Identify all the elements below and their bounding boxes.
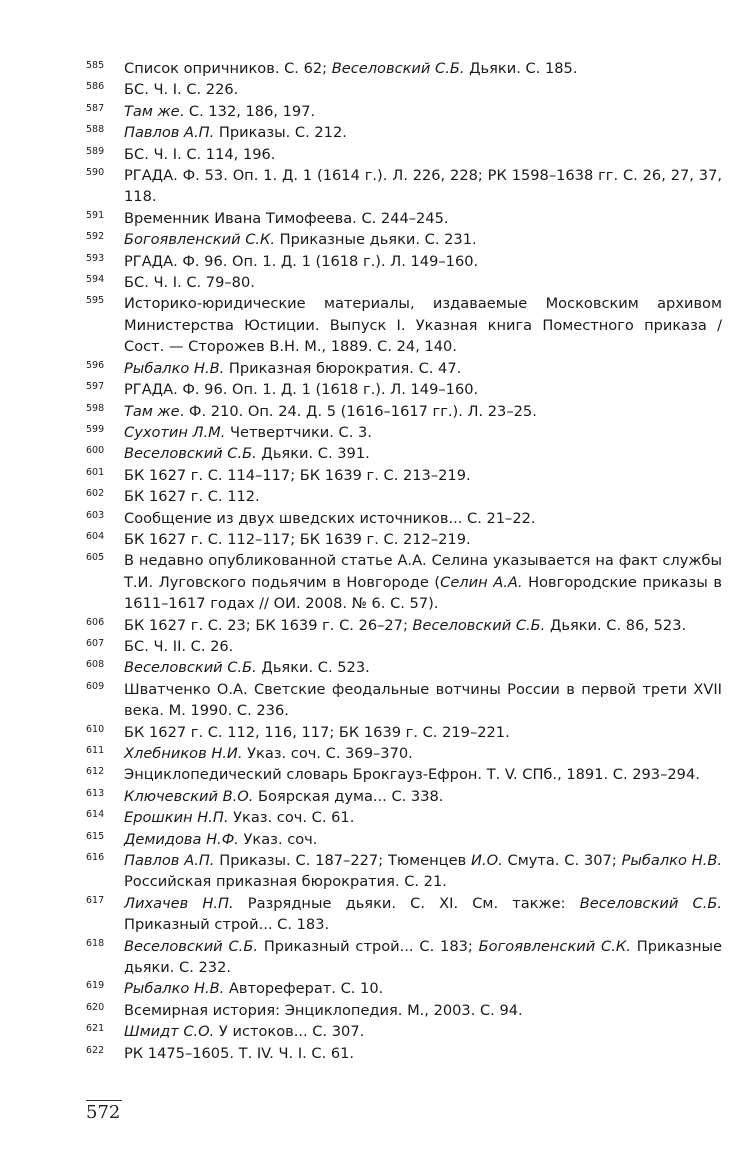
footnote-text-segment: РГАДА. Ф. 53. Оп. 1. Д. 1 (1614 г.). Л. 226, 228; РК 1598–1638 гг. С. 26, 27, 37, 118.	[124, 167, 722, 206]
footnote	[86, 615, 722, 636]
footnote	[86, 486, 722, 507]
footnote-number: 610	[86, 723, 105, 735]
footnote-text	[124, 293, 722, 357]
footnote-text-segment: Боярская дума... С. 338.	[253, 787, 444, 805]
footnote-text	[124, 144, 722, 165]
footnote-text	[124, 764, 722, 785]
footnote	[86, 58, 722, 79]
footnote	[86, 508, 722, 529]
footnote-text-segment: Автореферат. С. 10.	[224, 980, 384, 998]
footnote-text-italic: Веселовский С.Б.	[124, 659, 257, 677]
footnote-text	[124, 401, 722, 422]
footnote-text-segment: В недавно опубликованной статье А.А. Селина указывается на факт службы Т.И. Луговского подьячим в Новгороде (	[124, 552, 722, 591]
footnote-number: 599	[86, 423, 105, 435]
footnote	[86, 893, 722, 936]
footnote	[86, 422, 722, 443]
footnote-text	[124, 379, 722, 400]
footnote	[86, 829, 722, 850]
footnote-number: 618	[86, 937, 105, 949]
footnote-text	[124, 657, 722, 678]
footnote-text-italic: Рыбалко Н.В.	[124, 980, 225, 998]
footnote	[86, 379, 722, 400]
footnote-text-segment: Приказные дьяки. С. 231.	[275, 231, 477, 249]
footnote-text	[124, 743, 722, 764]
footnote	[86, 679, 722, 722]
footnote-text-segment: Дьяки. С. 391.	[256, 445, 370, 463]
footnote-text-italic: Веселовский С.Б.	[124, 937, 258, 955]
footnote-number: 594	[86, 274, 105, 286]
footnote-text-segment: . Ф. 210. Оп. 24. Д. 5 (1616–1617 гг.). Л. 23–25.	[179, 402, 537, 420]
footnote-text-segment: Смута. С. 307;	[502, 852, 622, 870]
footnote	[86, 229, 722, 250]
footnote	[86, 1021, 722, 1042]
footnote-text-segment: РГАДА. Ф. 96. Оп. 1. Д. 1 (1618 г.). Л. 149–160.	[124, 252, 479, 270]
footnote-text-segment: Историко-юридические материалы, издаваемые Московским архивом Министерства Юстиции. Выпуск I. Указная книга Поместного приказа / Сост. — Сторожев В.Н. М., 1889. С. 24, 140.	[124, 295, 722, 356]
footnote-number: 601	[86, 466, 105, 478]
footnote-number: 615	[86, 830, 105, 842]
footnote-number: 600	[86, 445, 105, 457]
footnote-text-italic: Сухотин Л.М.	[124, 423, 226, 441]
footnote-text	[124, 229, 722, 250]
footnote-text-segment: БК 1627 г. С. 112.	[124, 488, 260, 506]
footnote	[86, 101, 722, 122]
footnote	[86, 529, 722, 550]
footnote-text-italic: Павлов А.П.	[124, 852, 215, 870]
footnote-text	[124, 422, 722, 443]
footnote-text-segment: БК 1627 г. С. 112, 116, 117; БК 1639 г. С. 219–221.	[124, 723, 510, 741]
footnote	[86, 1000, 722, 1021]
footnote-number: 621	[86, 1023, 105, 1035]
footnote-text-segment: Дьяки. С. 86, 523.	[545, 616, 687, 634]
footnote-text-segment: РК 1475–1605. Т. IV. Ч. I. С. 61.	[124, 1044, 355, 1062]
footnote-text-italic: Веселовский С.Б.	[579, 894, 722, 912]
footnote-text-italic: Шмидт С.О.	[124, 1023, 215, 1041]
footnote-text	[124, 636, 722, 657]
footnote-text	[124, 251, 722, 272]
footnote-text-segment: Новгородские приказы в 1611–1617 годах // ОИ. 2008. № 6. С. 57).	[124, 573, 723, 613]
footnote-text-italic: Демидова Н.Ф.	[124, 830, 239, 848]
footnote-text-segment: БК 1627 г. С. 114–117; БК 1639 г. С. 213–219.	[124, 466, 471, 484]
footnote-text	[124, 550, 722, 614]
footnote-number: 589	[86, 145, 105, 157]
footnote-text	[124, 272, 722, 293]
footnote-number: 605	[86, 552, 105, 564]
footnote-number: 616	[86, 852, 105, 864]
footnote-text	[124, 58, 722, 79]
footnote-number: 609	[86, 680, 105, 692]
footnote-number: 611	[86, 745, 105, 756]
footnote-text-segment: Приказная бюрократия. С. 47.	[224, 359, 462, 377]
footnote-number: 606	[86, 616, 105, 628]
footnote	[86, 358, 722, 379]
footnote-text	[124, 786, 722, 807]
footnote-text-segment: БС. Ч. I. С. 114, 196.	[124, 145, 276, 163]
footnote-text-segment: . С. 132, 186, 197.	[179, 102, 316, 120]
footnote-text-segment: БС. Ч. I. С. 79–80.	[124, 274, 255, 292]
footnote-text	[124, 829, 722, 850]
footnote-text	[124, 1043, 722, 1064]
footnote-text	[124, 101, 722, 122]
footnote-text	[124, 465, 722, 486]
footnote-number: 619	[86, 980, 105, 992]
footnote-text-segment: Указ. соч. С. 61.	[228, 809, 355, 827]
footnote-number: 586	[86, 81, 105, 93]
footnote-text-segment: Российская приказная бюрократия. С. 21.	[124, 873, 447, 891]
footnote-text-segment: РГАДА. Ф. 96. Оп. 1. Д. 1 (1618 г.). Л. 149–160.	[124, 381, 479, 399]
footnote-text-italic: Селин А.А.	[440, 573, 523, 591]
footnote	[86, 251, 722, 272]
footnote-text-segment: У истоков... С. 307.	[214, 1023, 365, 1041]
footnote-text-segment: Временник Ивана Тимофеева. С. 244–245.	[124, 209, 449, 227]
footnote-text	[124, 936, 722, 979]
footnote-text-segment: БС. Ч. II. С. 26.	[124, 637, 234, 655]
footnote-text-italic: Богоявленский С.К.	[478, 937, 631, 955]
footnote	[86, 743, 722, 764]
footnote-number: 607	[86, 637, 105, 649]
footnote	[86, 272, 722, 293]
footnote	[86, 122, 722, 143]
footnote	[86, 208, 722, 229]
footnote-text-segment: БС. Ч. I. С. 226.	[124, 81, 239, 99]
footnote-number: 617	[86, 894, 105, 906]
footnote	[86, 165, 722, 208]
footnote-number: 604	[86, 530, 105, 542]
footnote	[86, 550, 722, 614]
footnote-text-segment: Дьяки. С. 523.	[256, 659, 370, 677]
footnote	[86, 936, 722, 979]
footnote	[86, 636, 722, 657]
footnote-number: 614	[86, 809, 105, 821]
footnote-text-segment: Приказы. С. 212.	[214, 124, 347, 142]
footnote-number: 620	[86, 1001, 105, 1013]
footnote	[86, 978, 722, 999]
footnote-text-segment: Приказы. С. 187–227; Тюменцев	[214, 852, 472, 870]
footnote-text-italic: Там же	[124, 402, 180, 420]
footnote-number: 590	[86, 167, 105, 179]
footnote-text	[124, 508, 722, 529]
page-number: 572	[86, 1102, 121, 1123]
footnote-number: 585	[86, 60, 105, 71]
footnote-text-segment: БК 1627 г. С. 23; БК 1639 г. С. 26–27;	[124, 616, 413, 634]
footnote-text-segment: Приказный строй... С. 183;	[257, 937, 479, 955]
footnote	[86, 722, 722, 743]
footnote-text-italic: Лихачев Н.П.	[124, 894, 234, 912]
footnote-text-segment: Разрядные дьяки. С. XI. См. также:	[233, 894, 580, 912]
footnote-text	[124, 850, 722, 893]
footnote	[86, 1043, 722, 1064]
footnote-text-segment: Указ. соч.	[238, 830, 318, 848]
footnote-text-segment: Энциклопедический словарь Брокгауз-Ефрон. Т. V. СПб., 1891. С. 293–294.	[124, 766, 700, 784]
footnote-number: 593	[86, 252, 105, 264]
footnote-text-italic: Там же	[124, 102, 180, 120]
footnote-text-italic: Павлов А.П.	[124, 124, 215, 142]
footnote-number: 592	[86, 231, 105, 243]
footnote	[86, 144, 722, 165]
footnote-text-italic: Богоявленский С.К.	[124, 231, 276, 249]
footnote-number: 602	[86, 488, 105, 500]
footnote-text-segment: Сообщение из двух шведских источников... С. 21–22.	[124, 509, 536, 527]
footnote	[86, 465, 722, 486]
footnote-text	[124, 358, 722, 379]
footnote-number: 597	[86, 381, 105, 393]
footnote-text-segment: Приказные дьяки. С. 232.	[124, 937, 723, 977]
footnote-text-segment: Всемирная история: Энциклопедия. М., 2003. С. 94.	[124, 1001, 523, 1019]
footnote	[86, 807, 722, 828]
footnote-number: 598	[86, 402, 105, 414]
footnote-text-segment: Четвертчики. С. 3.	[225, 423, 372, 441]
footnote-text	[124, 122, 722, 143]
page-number-rule	[86, 1100, 122, 1101]
footnote-text-segment: Дьяки. С. 185.	[464, 60, 578, 77]
footnote-text	[124, 1021, 722, 1042]
footnote-number: 603	[86, 509, 105, 521]
footnote-text	[124, 722, 722, 743]
footnote-number: 612	[86, 766, 105, 778]
footnote	[86, 293, 722, 357]
footnote-text	[124, 679, 722, 722]
footnote	[86, 657, 722, 678]
footnote-text-segment: Указ. соч. С. 369–370.	[242, 745, 413, 762]
footnote	[86, 443, 722, 464]
footnote-text	[124, 208, 722, 229]
footnote-text	[124, 486, 722, 507]
footnote-number: 596	[86, 359, 105, 371]
footnote-text-italic: Веселовский С.Б.	[331, 60, 465, 77]
footnote-number: 587	[86, 102, 105, 114]
footnote	[86, 764, 722, 785]
footnote-text	[124, 615, 722, 636]
footnote-text-segment: Список опричников. С. 62;	[124, 60, 332, 77]
footnote-number: 608	[86, 659, 105, 671]
footnote-text-italic: Рыбалко Н.В.	[621, 852, 723, 870]
footnote-number: 595	[86, 295, 105, 307]
footnote-text-italic: Веселовский С.Б.	[412, 616, 546, 634]
footnote-text-italic: Хлебников Н.И.	[124, 745, 243, 762]
footnote-text-italic: Рыбалко Н.В.	[124, 359, 225, 377]
footnote-number: 622	[86, 1044, 105, 1056]
footnote-number: 588	[86, 124, 105, 136]
footnote-text	[124, 165, 722, 208]
footnote-text	[124, 79, 722, 100]
footnote-text-segment: БК 1627 г. С. 112–117; БК 1639 г. С. 212–219.	[124, 530, 471, 548]
footnote-text	[124, 529, 722, 550]
footnote	[86, 786, 722, 807]
footnote-number: 613	[86, 787, 105, 799]
footnote-text	[124, 893, 722, 936]
footnote-text-segment: Шватченко О.А. Светские феодальные вотчины России в первой трети XVII века. М. 1990. С. 236.	[124, 680, 722, 720]
footnote-text	[124, 978, 722, 999]
footnote-text-italic: Веселовский С.Б.	[124, 445, 257, 463]
footnote	[86, 79, 722, 100]
footnote-text	[124, 1000, 722, 1021]
footnote-text-italic: Ключевский В.О.	[124, 787, 254, 805]
footnote-number: 591	[86, 209, 105, 221]
footnote-text	[124, 807, 722, 828]
footnote	[86, 850, 722, 893]
footnotes-list	[86, 58, 722, 1064]
footnote	[86, 401, 722, 422]
footnote-text-italic: И.О.	[471, 852, 503, 870]
footnote-text-italic: Ерошкин Н.П.	[124, 809, 229, 827]
footnote-text	[124, 443, 722, 464]
footnote-text-segment: Приказный строй... С. 183.	[124, 916, 330, 934]
